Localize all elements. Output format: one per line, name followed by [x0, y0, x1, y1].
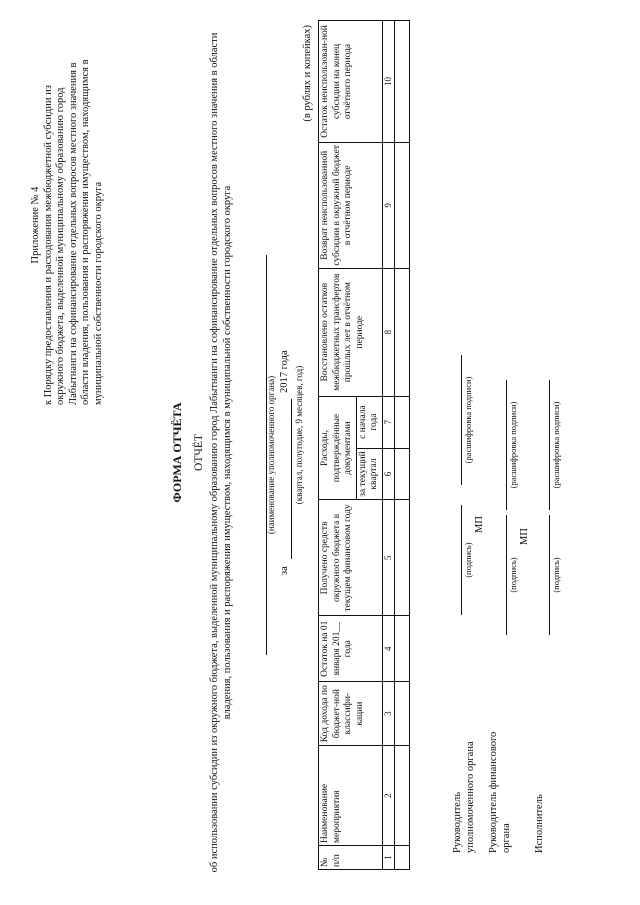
table-cell	[395, 396, 410, 448]
table-cell	[395, 616, 410, 682]
appendix-text: к Порядку предоставления и расходования межбюджетной субсидии из окружного бюджета, выделенной муниципальному образованию город Лабытнанги на софинансирование отдельных вопросов местного значения в области владения, пользования и распоряжения имуществом, находящимся в муниципальной собственности городского округа	[42, 59, 104, 405]
currency-note: (в рублях и копейках)	[302, 25, 313, 122]
column-number: 5	[382, 500, 395, 616]
period-year: 2017 года	[279, 350, 290, 393]
signature-caption: (подпись)	[463, 542, 473, 578]
org-caption: (наименование уполномоченного органа)	[266, 375, 276, 535]
column-number: 1	[382, 846, 395, 870]
column-number: 3	[382, 682, 395, 746]
table-cell	[395, 142, 410, 268]
table-number-row	[382, 21, 395, 870]
decode-caption: (расшифровка подписи)	[551, 401, 561, 489]
signer-executor: Исполнитель	[534, 794, 545, 853]
table-cell	[395, 846, 410, 870]
decode-line	[460, 355, 462, 485]
org-name-line	[252, 255, 267, 655]
signature-caption: (подпись)	[551, 557, 561, 593]
header-col-5: Получено средств окружного бюджета в текущем финансовом году	[319, 500, 383, 616]
column-number: 2	[382, 746, 395, 846]
table-cell	[395, 746, 410, 846]
signer-head-authorized: Руководитель уполномоченного органа	[452, 741, 476, 853]
decode-caption: (расшифровка подписи)	[508, 401, 518, 489]
signature-caption: (подпись)	[508, 557, 518, 593]
header-col-6-7: Расходы, подтверждённые документами	[319, 396, 357, 500]
decode-line	[505, 380, 507, 510]
form-title: ФОРМА ОТЧЁТА	[170, 402, 184, 503]
column-number: 10	[382, 21, 395, 143]
column-number: 4	[382, 616, 395, 682]
column-number: 7	[382, 396, 395, 448]
header-col-1: № п/п	[319, 846, 383, 870]
column-number: 8	[382, 268, 395, 396]
signature-line	[548, 515, 550, 635]
header-col-2: Наименование мероприятия	[319, 746, 383, 846]
report-title: ОТЧЁТ	[193, 434, 205, 471]
period-prefix: за	[279, 566, 290, 575]
report-subtitle: об использовании субсидии из окружного бюджета, выделенной муниципальному образованию город Лабытнанги на софинансирование отдельных вопросов местного значения в области владения, пользования и распоряжения имуществом, находящимся в муниципальной собственности городского округа	[209, 32, 233, 873]
stamp-mark: МП	[474, 516, 485, 533]
table-cell	[395, 682, 410, 746]
header-col-3: Код дохода по бюджет-ной классифи-кации	[319, 682, 383, 746]
header-col-10: Остаток неиспользован-ной субсидии на конец отчётного периода	[319, 21, 383, 143]
appendix-block	[30, 45, 105, 405]
column-number: 9	[382, 142, 395, 268]
decode-line	[548, 380, 550, 510]
table-cell	[395, 21, 410, 143]
decode-caption: (расшифровка подписи)	[463, 376, 473, 464]
header-col-6: за текущий квартал	[356, 448, 382, 500]
signer-head-financial: Руководитель финансового органа	[488, 731, 512, 853]
signature-line	[460, 505, 462, 615]
table-cell	[395, 500, 410, 616]
header-col-4: Остаток на 01 января 201__ года	[319, 616, 383, 682]
table-row	[395, 21, 410, 870]
header-col-8: Восстановлено остатков межбюджетных трансфертов прошлых лет в отчётном периоде	[319, 268, 383, 396]
column-number: 6	[382, 448, 395, 500]
header-col-9: Возврат неиспользованной субсидии в окружной бюджет в отчётном периоде	[319, 142, 383, 268]
table-cell	[395, 268, 410, 396]
period-caption: (квартал, полугодие, 9 месяцев, год)	[294, 365, 304, 505]
table-header-row	[319, 21, 357, 870]
stamp-mark: МП	[519, 528, 530, 545]
period-fill-line	[291, 399, 292, 559]
signature-line	[505, 515, 507, 635]
report-table	[318, 20, 410, 870]
table-cell	[395, 448, 410, 500]
header-col-7: с начала года	[356, 396, 382, 448]
appendix-number: Приложение № 4	[30, 186, 41, 264]
